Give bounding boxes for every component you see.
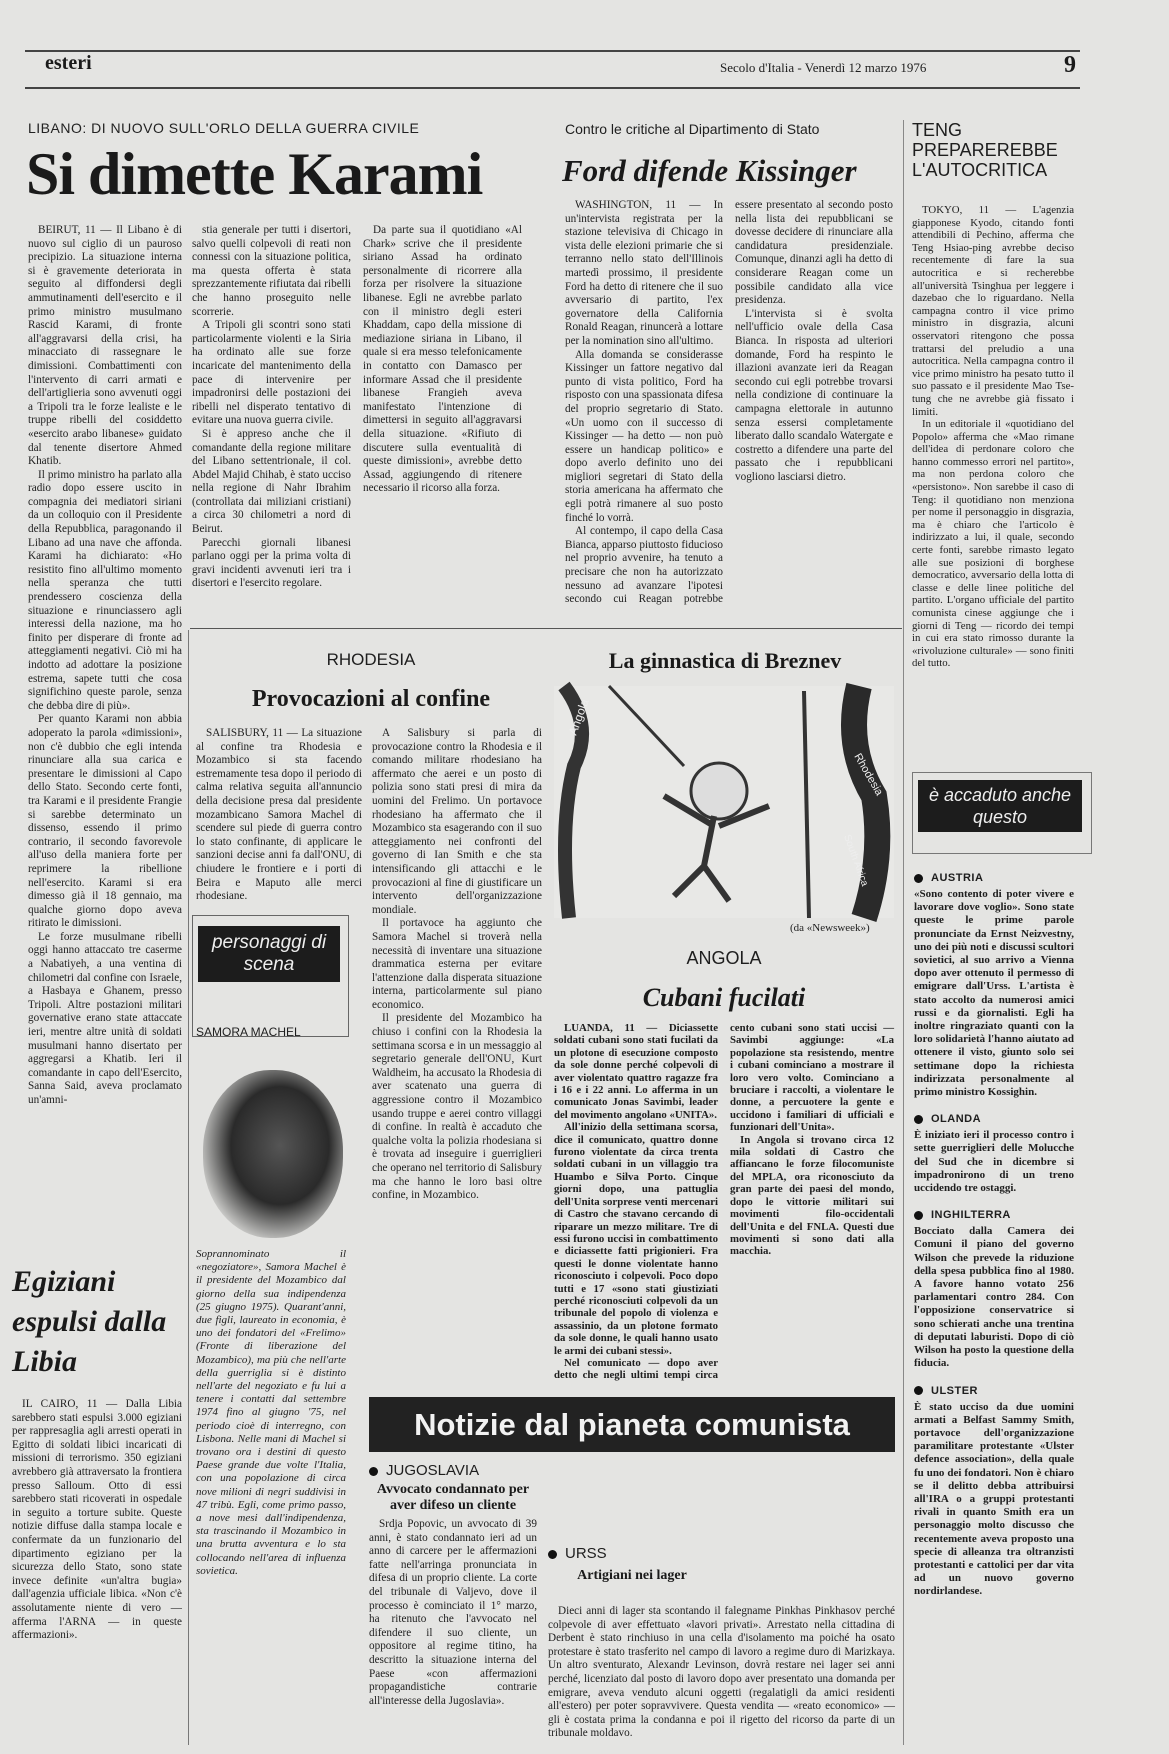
accaduto-text: Bocciato dalla Camera dei Comuni il piano del governo Wilson che prevede la riduzione della spesa pubblica fino al 1980. A favore hanno votato 256 parlamentari contro 284. Con l'opposizione conservatrice si sono schierati anche una trentina di deputati laburisti. Dopo di ciò Wilson ha posto la questione della fiducia. [914,1225,1074,1370]
accaduto-country: OLANDA [931,1113,982,1126]
paragraph: In Angola si trovano circa 12 mila soldati di Castro che affiancano le forze filocomuniste del MPLA, ora riconosciuto da gran parte dei paesi del mondo, dopo le vittorie militari sui movimenti filo-occidentali dell'Unita e del FNLA. Questi due movimenti si sono dati alla macchia. [730,1133,894,1258]
teng-headline: TENG PREPAREREBBE L'AUTOCRITICA [912,120,1058,180]
paragraph: stia generale per tutti i disertori, salvo quelli colpevoli di reati non connessi con la situazione politica, ma questa offerta è stata sprezzantemente rifiutata dai ribelli che hanno proseguito nelle scorrerie. [192,224,351,318]
jugoslavia-section [369,1462,537,1733]
accaduto-text: È stato ucciso da due uomini armati a Belfast Sammy Smith, portavoce dell'organizzazione paramilitare protestante «Ulster defence association», della quale fu uno dei fondatori. Non è chiaro se il delitto debba attribuirsi all'IRA o a gruppi protestanti rivali in quanto Smith era un personaggio molto discusso che recentemente aveva proposto una specie di alleanza tra oltranzisti protestanti e cattolici per dar vita ad un nuovo governo nordirlandese. [914,1400,1074,1598]
jugoslavia-body [369,1518,537,1733]
bullet-icon [914,1115,923,1124]
paragraph: A Salisbury si parla di provocazione contro la Rhodesia e il comando militare rhodesiano ha affermato che aerei e un posto di polizia sono stati presi di mira da uomini del Frelimo. Un portavoce rhodesiano ha affermato che il Mozambico sta esagerando con il suo atteggiamento nei confronti del governo di Ian Smith e che sta intensificando gli attacchi e le provocazioni al fine di giustificare un intervento dell'organizzazione mondiale. [372,727,542,916]
paragraph: SALISBURY, 11 — La situazione al confine tra Rhodesia e Mozambico si sta facendo estremamente tesa dopo il periodo di calma relativa seguita all'annuncio della decisione presa dal presidente mozambicano Samora Machel di scendere sul piede di guerra contro lo stato confinante, di applicare le sanzioni decise anni fa dall'ONU, di chiudere le frontiere e i porti di Beira e Maputo alle merci rhodesiane. [196,727,362,903]
angola-body [554,1022,894,1382]
teng-body [912,204,1074,670]
urss-headline: Artigiani nei lager [577,1568,687,1583]
column-rule [903,120,904,1745]
cartoon-label-angola: Angola [565,697,592,738]
paragraph: L'intervista si è svolta nell'ufficio ovale della Casa Bianca. In risposta ad ulteriori domande, Ford ha respinto le illazioni avanzate ieri da Reagan secondo cui egli potrebbe trovarsi nella condizione di continuare la campagna elettorale in autunno senza essersi completamente liberato dallo scandalo Watergate e costretto a difendere una parte del passato che i repubblicani vogliono lasciarsi dietro. [735,307,893,483]
notizie-banner: Notizie dal pianeta comunista [369,1397,895,1452]
dateline: Secolo d'Italia - Venerdì 12 marzo 1976 [720,60,927,75]
rhodesia-body-col2 [372,727,542,1387]
paragraph: IL CAIRO, 11 — Dalla Libia sarebbero stati espulsi 3.000 egiziani per rappresaglia agli arresti operati in Egitto di soldati libici incaricati di missioni di terrorismo. 350 egiziani avrebbero già attraversato la frontiera presso Salloum. Otto di essi sarebbero stati ricoverati in ospedale in seguito a torture subite. Queste notizie diffuse dalla stampa locale e confermate da un funzionario del dipartimento egiziano per la sicurezza dello Stato, sono state invece definite «un'altra bugia» dall'agenzia ufficiale libica. «Non c'è assolutamente niente di vero — afferma l'ARNA — in queste affermazioni». [12,1398,182,1642]
paragraph: Dieci anni di lager sta scontando il falegname Pinkhas Pinkhasov perché colpevole di aver effettuato «lavori privati». Arrestato nella cittadina di Derbent è stato rinchiuso in una cella d'isolamento ma poiché ha osato protestare è stato trasferito nel campo di lavoro a regime duro di Marizkaya. Un altro sventurato, Alexandr Levinson, dovrà restare nei lager sei anni perché, licenziato dal posto di lavoro dopo aver presentato una domanda per emigrare, aveva venduto alcuni oggetti (regalatigli da amici residenti all'estero) per poter sopravvivere. Questa vendita — «reato economico» — gli è costata prima la condanna e poi il rigetto del ricorso da parte di un tribunale moldavo. [548,1605,895,1740]
paragraph: Il primo ministro ha parlato alla radio dopo essere uscito in compagnia dei mediatori siriani da un colloquio con il Presidente della Repubblica, paragonando il Libano ad una nave che affonda. Karami ha dichiarato: «Ho resistito fino all'ultimo momento nella speranza che tutti prendessero coscienza della situazione e rinunciassero agli interessi della nazione, ma ho finito per disperare di fronte ad atteggiamenti negativi. Ciò mi ha indotto ad adottare la posizione estrema, sapete tutti che cosa significhino queste parole, senza che debba dire di più». [28,468,182,712]
ford-headline: Ford difende Kissinger [562,153,857,188]
rhodesia-headline: Provocazioni al confine [251,686,491,712]
rhodesia-kicker: RHODESIA [326,650,416,669]
personaggi-name: SAMORA MACHEL [196,1025,301,1039]
paragraph: Parecchi giornali libanesi parlano oggi per la prima volta di gravi incidenti avvenuti ieri tra i disertori e l'esercito regolare. [192,536,351,590]
urss-body [548,1605,895,1745]
ford-body [565,199,893,617]
egiziani-body [12,1398,182,1746]
cartoon-credit: (da «Newsweek») [790,922,870,934]
paragraph: A Tripoli gli scontri sono stati particolarmente violenti e la Siria ha ordinato alle sue forze incaricate del mantenimento della pace di intervenire per impadronirsi delle postazioni dei ribelli nel disperato tentativo di evitare una nuova guerra civile. [192,319,351,427]
karami-columns-2-3 [192,224,522,609]
section-rule [190,628,902,629]
accaduto-text: È iniziato ieri il processo contro i sette guerriglieri delle Molucche del Sud che in dicembre si impadronirono di un treno uccidendo tre ostaggi. [914,1129,1074,1195]
paragraph: Al contempo, il capo della Casa Bianca, apparso piuttosto fiducioso nel proprio avvenire, ha tenuto a precisare che non ha autorizzato nessuno ad avanzare l'ipotesi secondo cui Reagan potrebbe essere presentato al secondo posto nella lista dei repubblicani se dovesse decidere di rinunciare alla candidatura presidenziale. Comunque, dinanzi agli ha detto di considerare Reagan come un possibile candidato alla vice presidenza. [565,199,893,606]
jugoslavia-headline: Avvocato condannato per aver difeso un cliente [376,1482,530,1513]
personaggi-title: personaggi di scena [198,926,340,982]
paragraph: Il portavoce ha aggiunto che Samora Machel si troverà nella necessità di inventare una situazione drammatica esterna per evitare l'attenzione dalla disperata situazione interna, particolarmente sul piano economico. [372,917,542,1011]
cartoon-label-rhodesia: Rhodesia [851,751,886,798]
bullet-icon [914,1386,923,1395]
ford-kicker: Contro le critiche al Dipartimento di Stato [565,121,820,137]
accaduto-country: AUSTRIA [931,872,984,884]
page-number: 9 [1064,52,1076,78]
paragraph: Nel comunicato — dopo aver detto che negli ultimi tempi circa cento cubani sono stati uccisi — Savimbi aggiunge: «La popolazione sta resistendo, mentre i cubani cominciano a mostrare il loro vero volto. Cominciano a bruciare i raccolti, a violentare le donne, a percuotere la gente e uccidono i familiari di ufficiali e funzionari dell'Unita». [554,1022,894,1382]
paragraph: LUANDA, 11 — Diciassette soldati cubani sono stati fucilati da un plotone di esecuzione composto da sole donne perché colpevoli di aver violentato quattro ragazze fra i 16 e i 22 anni. Lo afferma in un comunicato Jonas Savimbi, leader del movimento angolano «UNITA». [554,1022,718,1121]
machel-photo [203,1070,343,1238]
paragraph: TOKYO, 11 — L'agenzia giapponese Kyodo, citando fonti attendibili di Pechino, afferma che Teng Hsiao-ping avrebbe deciso recentemente di fare la sua autocritica e si recherebbe all'università Tsinghua per leggere i dazebao che lo riguardano. Nella campagna contro il vice primo ministro in disgrazia, alcuni osservatori ritengono che possa trattarsi del preludio a una autocritica. Nella campagna contro il vice primo ministro ha pesato tutto il suo passato e il presidente Mao Tse-tung che ne avrebbe già fissato i limiti. [912,204,1074,418]
paragraph: Per quanto Karami non abbia adoperato la parola «dimissioni», non c'è dubbio che egli intenda rinunciare alla sua carica e presentare le dimissioni al Capo dello Stato. Secondo certe fonti, tra Karami e il presidente Frangie si sarebbe determinato un dissenso, essendo il primo contrario, il secondo favorevole all'uso della maniera forte per reprimere la ribellione nell'esercito. Karami si era dimesso già il 18 gennaio, ma qualche giorno dopo aveva ritirato le dimissioni. [28,713,182,930]
accaduto-country: ULSTER [931,1384,978,1397]
accaduto-item [914,1385,1074,1599]
paragraph: All'inizio della settimana scorsa, dice il comunicato, quattro donne furono violentate da circa trenta soldati cubani in un villaggio tra Huambo e Silva Porto. Cinque giorni dopo, una pattuglia dell'Unita sorprese venti mercenari di Castro che stavano cercando di riparare un mezzo militare. Tre di essi furono uccisi in combattimento e diciassette fatti prigionieri. Fra questi le donne violentate hanno riconosciuto i colpevoli. Poco dopo tutti e 17 «sono stati giustiziati perché riconosciuti colpevoli da un tribunale del popolo di violenza e assassinio, da un plotone formato da sole donne, le quali hanno usato le armi dei cubani stessi». [554,1121,718,1357]
personaggi-caption: Soprannominato il «negoziatore», Samora Machel è il presidente del Mozambico dal giorno della sua indipendenza (25 giugno 1975). Quarant'anni, due figli, laureato in economia, è uno dei fondatori del «Frelimo» (Fronte di liberazione del Mozambico), ma più che nell'arte della guerriglia si è distinto nell'arte del negoziato e fu lui a tenere i contatti dal settembre 1974 fino al giugno '75, nel periodo cioè di interregno, con Lisbona. Nelle mani di Machel si trovano ora i destini di questo Paese grande due volte l'Italia, con una popolazione di circa nove milioni di negri suddivisi in 47 tribù. Egli, come primo passo, a nove mesi dall'indipendenza, sta trascinando il Mozambico in una brutta avventura e lo sta collocando nell'area di influenza sovietica. [196,1248,346,1577]
angola-kicker: ANGOLA [686,948,762,968]
cartoon-label-south-africa: South Africa [841,833,870,888]
angola-headline: Cubani fucilati [642,983,806,1012]
karami-column-1 [28,224,182,1244]
paragraph: Srdja Popovic, un avvocato di 39 anni, è stato condannato ieri ad un anno di carcere per le affermazioni fatte nell'arringa pronunciata in difesa di un proprio cliente. La corte del tribunale di Valjevo, dove il processo è cominciato il 1° marzo, ha ritenuto che l'avvocato nel difendere il suo cliente, un oppositore al regime titino, ha descritto la situazione interna del Paese «con affermazioni propagandistiche contrarie all'interesse della Jugoslavia». [369,1518,537,1707]
masthead-rule-bottom [25,87,1080,89]
bullet-icon [914,1211,923,1220]
accaduto-text: «Sono contento di poter vivere e lavorare dove voglio». Sono state queste le prime parole pronunciate da Ernst Neizvestny, uno dei più noti e discussi scultori sovietici, al suo arrivo a Vienna dopo aver ottenuto il permesso di emigrare dall'Urss. L'artista è stato accolto da numerosi amici russi e da giornalisti. Egli ha inoltre ringraziato quanti con la loro solidarietà l'hanno aiutato ad ottenere il visto, giunto solo sei settimane dopo la richiesta indirizzata personalmente al primo ministro Kossighin. [914,888,1074,1099]
urss-section [548,1545,716,1590]
paragraph: WASHINGTON, 11 — In un'intervista registrata per la stazione televisiva di Chicago in vista delle elezioni primarie che si terranno nello stato dell'Illinois martedì prossimo, il presidente Ford ha detto di ritenere che il suo avversario di partito, l'ex governatore della California Ronald Reagan, rinuncerà a lottare per la nomination sino all'ultimo. [565,199,723,347]
bullet-icon [548,1550,557,1559]
paragraph: Da parte sua il quotidiano «Al Chark» scrive che il presidente siriano Assad ha ordinato personalmente di ricorrere alla forza per risolvere la situazione libanese. Egli ne avrebbe parlato con il ministro degli esteri Khaddam, capo della missione di mediazione siriana in Libano, il quale si era messo telefonicamente in contatto con Damasco per informare Assad che il presidente libanese Frangieh aveva manifestato l'intenzione di dimettersi in seguito all'aggravarsi della situazione. «Rifiuto di discutere sulla eventualità di queste dimissioni», avrebbe detto Assad, aggiungendo di ritenere necessario il ricorso alla forza. [363,224,522,495]
paragraph: Il presidente del Mozambico ha chiuso i confini con la Rhodesia la settimana scorsa e in un messaggio al segretario generale dell'ONU, Kurt Waldheim, ha accusato la Rhodesia di aver scatenato una guerra di aggressione contro il Mozambico usando truppe e aerei contro villaggi di confine. In realtà è accaduto che qualche volta la polizia rhodesiana si è trovata ad inseguire i guerriglieri che operano nel territorio di Salisbury ma che hanno le loro basi oltre confine, in Mozambico. [372,1012,542,1202]
accaduto-item [914,1209,1074,1370]
paragraph: In un editoriale il «quotidiano del Popolo» afferma che «Mao rimane dell'idea di perdonare coloro che hanno commesso errori nel partito», ma non perdona coloro che «persistono». Non sarebbe il caso di Teng: il quotidiano non menziona per nome il personaggio in disgrazia, ma è chiaro che l'articolo è indirizzato a lui, il quale, secondo certe fonti, sarebbe rimasto legato alle sue posizioni di borghese democratico, avversario della lotta di classe e delle linee politiche del partito. L'organo ufficiale del partito comunista cinese aggiunge che i giorni di Teng — ricordo dei tempi in cui era stato rimosso durante la «rivoluzione culturale» — sono finiti del tutto. [912,418,1074,670]
breznev-cartoon [554,686,894,918]
bullet-icon [369,1467,378,1476]
accaduto-item [914,1113,1074,1195]
paragraph: Si è appreso anche che il comandante della regione militare del Libano settentrionale, il col. Abdel Majid Chihab, è stato ucciso nella regione di Nahr Ibrahim (controllata dai miliziani cristiani) a circa 30 chilometri a nord di Beirut. [192,427,351,536]
karami-kicker: LIBANO: DI NUOVO SULL'ORLO DELLA GUERRA CIVILE [28,120,420,136]
accaduto-list [914,862,1074,1747]
accaduto-item [914,872,1074,1099]
paragraph: Le forze musulmane ribelli oggi hanno attaccato tre caserme a Nabatiyeh, a una ventina di chilometri dal confine con Israele, a Hasbaya e Ghanem, presso Tripoli. Altre postazioni militari governative erano state attaccate ieri, mentre altre unità di soldati musulmani hanno disertato per aggregarsi a Khatib. Ieri il comandante in capo dell'Esercito, Sanna Said, aveva proclamato un'amni- [28,930,182,1106]
column-rule [188,630,189,1745]
accaduto-country: INGHILTERRA [931,1209,1011,1222]
masthead-rule-top [25,50,1080,52]
rhodesia-body-col1 [196,727,362,903]
egiziani-headline: Egiziani espulsi dalla Libia [12,1265,167,1378]
breznev-head [691,763,747,819]
karami-headline: Si dimette Karami [26,141,483,207]
paragraph: Alla domanda se considerasse Kissinger un fattore negativo dal punto di vista politico, Ford ha risposto con una spassionata difesa del proprio segretario di Stato. «Un uomo con il successo di Kissinger — ha detto — non può essere un handicap politico» e dopo averlo definito uno dei migliori segretari di Stato della storia americana ha affermato che egli potrà rimanere al suo posto finché lo vorrà. [565,348,723,524]
breznev-headline: La ginnastica di Breznev [608,648,842,673]
paragraph: BEIRUT, 11 — Il Libano è di nuovo sul ciglio di un pauroso precipizio. La situazione interna si è gravemente deteriorata in seguito al diffondersi degli ammutinamenti dell'esercito e il primo ministro musulmano Rascid Karami, di fronte all'aggravarsi della crisi, ha minacciato di rassegnare le dimissioni. Combattimenti con l'intervento di carri armati e dell'artiglieria sono avvenuti oggi a Tripoli tra le forze lealiste e le truppe ribelli del cosiddetto «esercito arabo libanese» guidato dal tenente disertore Ahmed Khatib. [28,224,182,468]
section-label: esteri [45,52,92,74]
urss-country: URSS [565,1545,607,1562]
jugoslavia-country: JUGOSLAVIA [386,1462,480,1479]
accaduto-title: è accaduto anche questo [918,780,1082,832]
bullet-icon [914,874,923,883]
